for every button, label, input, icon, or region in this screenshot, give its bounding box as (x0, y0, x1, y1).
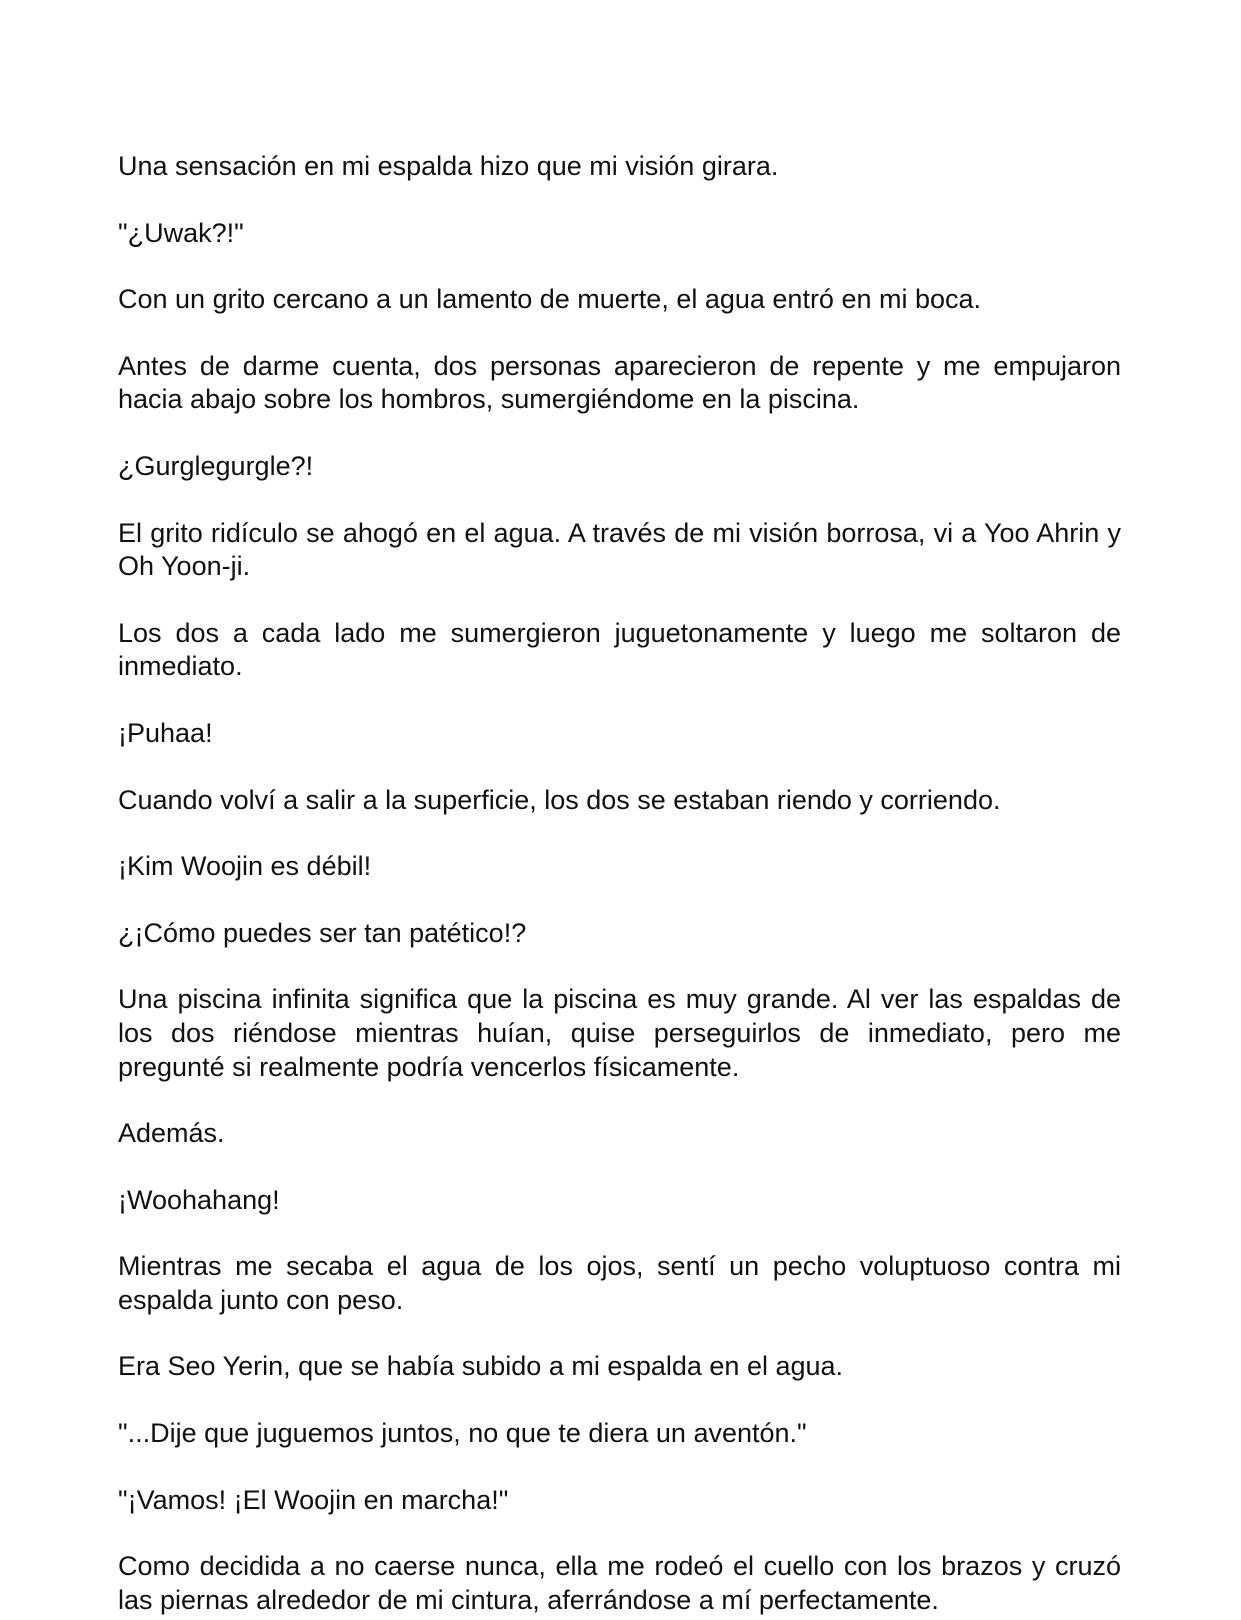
paragraph: Una sensación en mi espalda hizo que mi visión girara. (118, 151, 779, 181)
paragraph: Una piscina infinita significa que la piscina es muy grande. Al ver las espaldas de los dos riéndose mientras huían, quise perseguirlos de inmediato, pero me pregunté si realmente podría vencerlos físicamente. (118, 984, 1121, 1082)
paragraph: ¿Gurglegurgle?! (118, 450, 314, 481)
paragraph: Como decidida a no caerse nunca, ella me rodeó el cuello con los brazos y cruzó las piernas alrededor de mi cintura, aferrándose a mí perfectamente. (118, 1551, 1121, 1615)
paragraph: Mientras me secaba el agua de los ojos, sentí un pecho voluptuoso contra mi espalda junto con peso. (118, 1251, 1121, 1315)
paragraph: ¡Woohahang! (118, 1184, 280, 1215)
paragraph: Con un grito cercano a un lamento de muerte, el agua entró en mi boca. (118, 284, 982, 315)
paragraph: Además. (118, 1118, 225, 1149)
paragraph: ¡Puhaa! (118, 717, 213, 748)
paragraph: "¡Vamos! ¡El Woojin en marcha!" (118, 1484, 509, 1515)
paragraph: El grito ridículo se ahogó en el agua. A través de mi visión borrosa, vi a Yoo Ahrin y Oh Yoon-ji. (118, 517, 1121, 582)
paragraph: Era Seo Yerin, que se había subido a mi espalda en el agua. (118, 1351, 844, 1382)
paragraph: Cuando volví a salir a la superficie, los dos se estaban riendo y corriendo. (118, 784, 1001, 815)
paragraph: Los dos a cada lado me sumergieron juguetonamente y luego me soltaron de inmediato. (118, 617, 1121, 682)
text-body (118, 150, 1121, 1617)
paragraph: "...Dije que juguemos juntos, no que te diera un aventón." (118, 1418, 807, 1449)
paragraph: ¿¡Cómo puedes ser tan patético!? (118, 917, 527, 948)
paragraph: Antes de darme cuenta, dos personas aparecieron de repente y me empujaron hacia abajo sobre los hombros, sumergiéndome en la piscina. (118, 350, 1121, 415)
paragraph: ¡Kim Woojin es débil! (118, 851, 372, 882)
paragraph: "¿Uwak?!" (118, 217, 244, 248)
